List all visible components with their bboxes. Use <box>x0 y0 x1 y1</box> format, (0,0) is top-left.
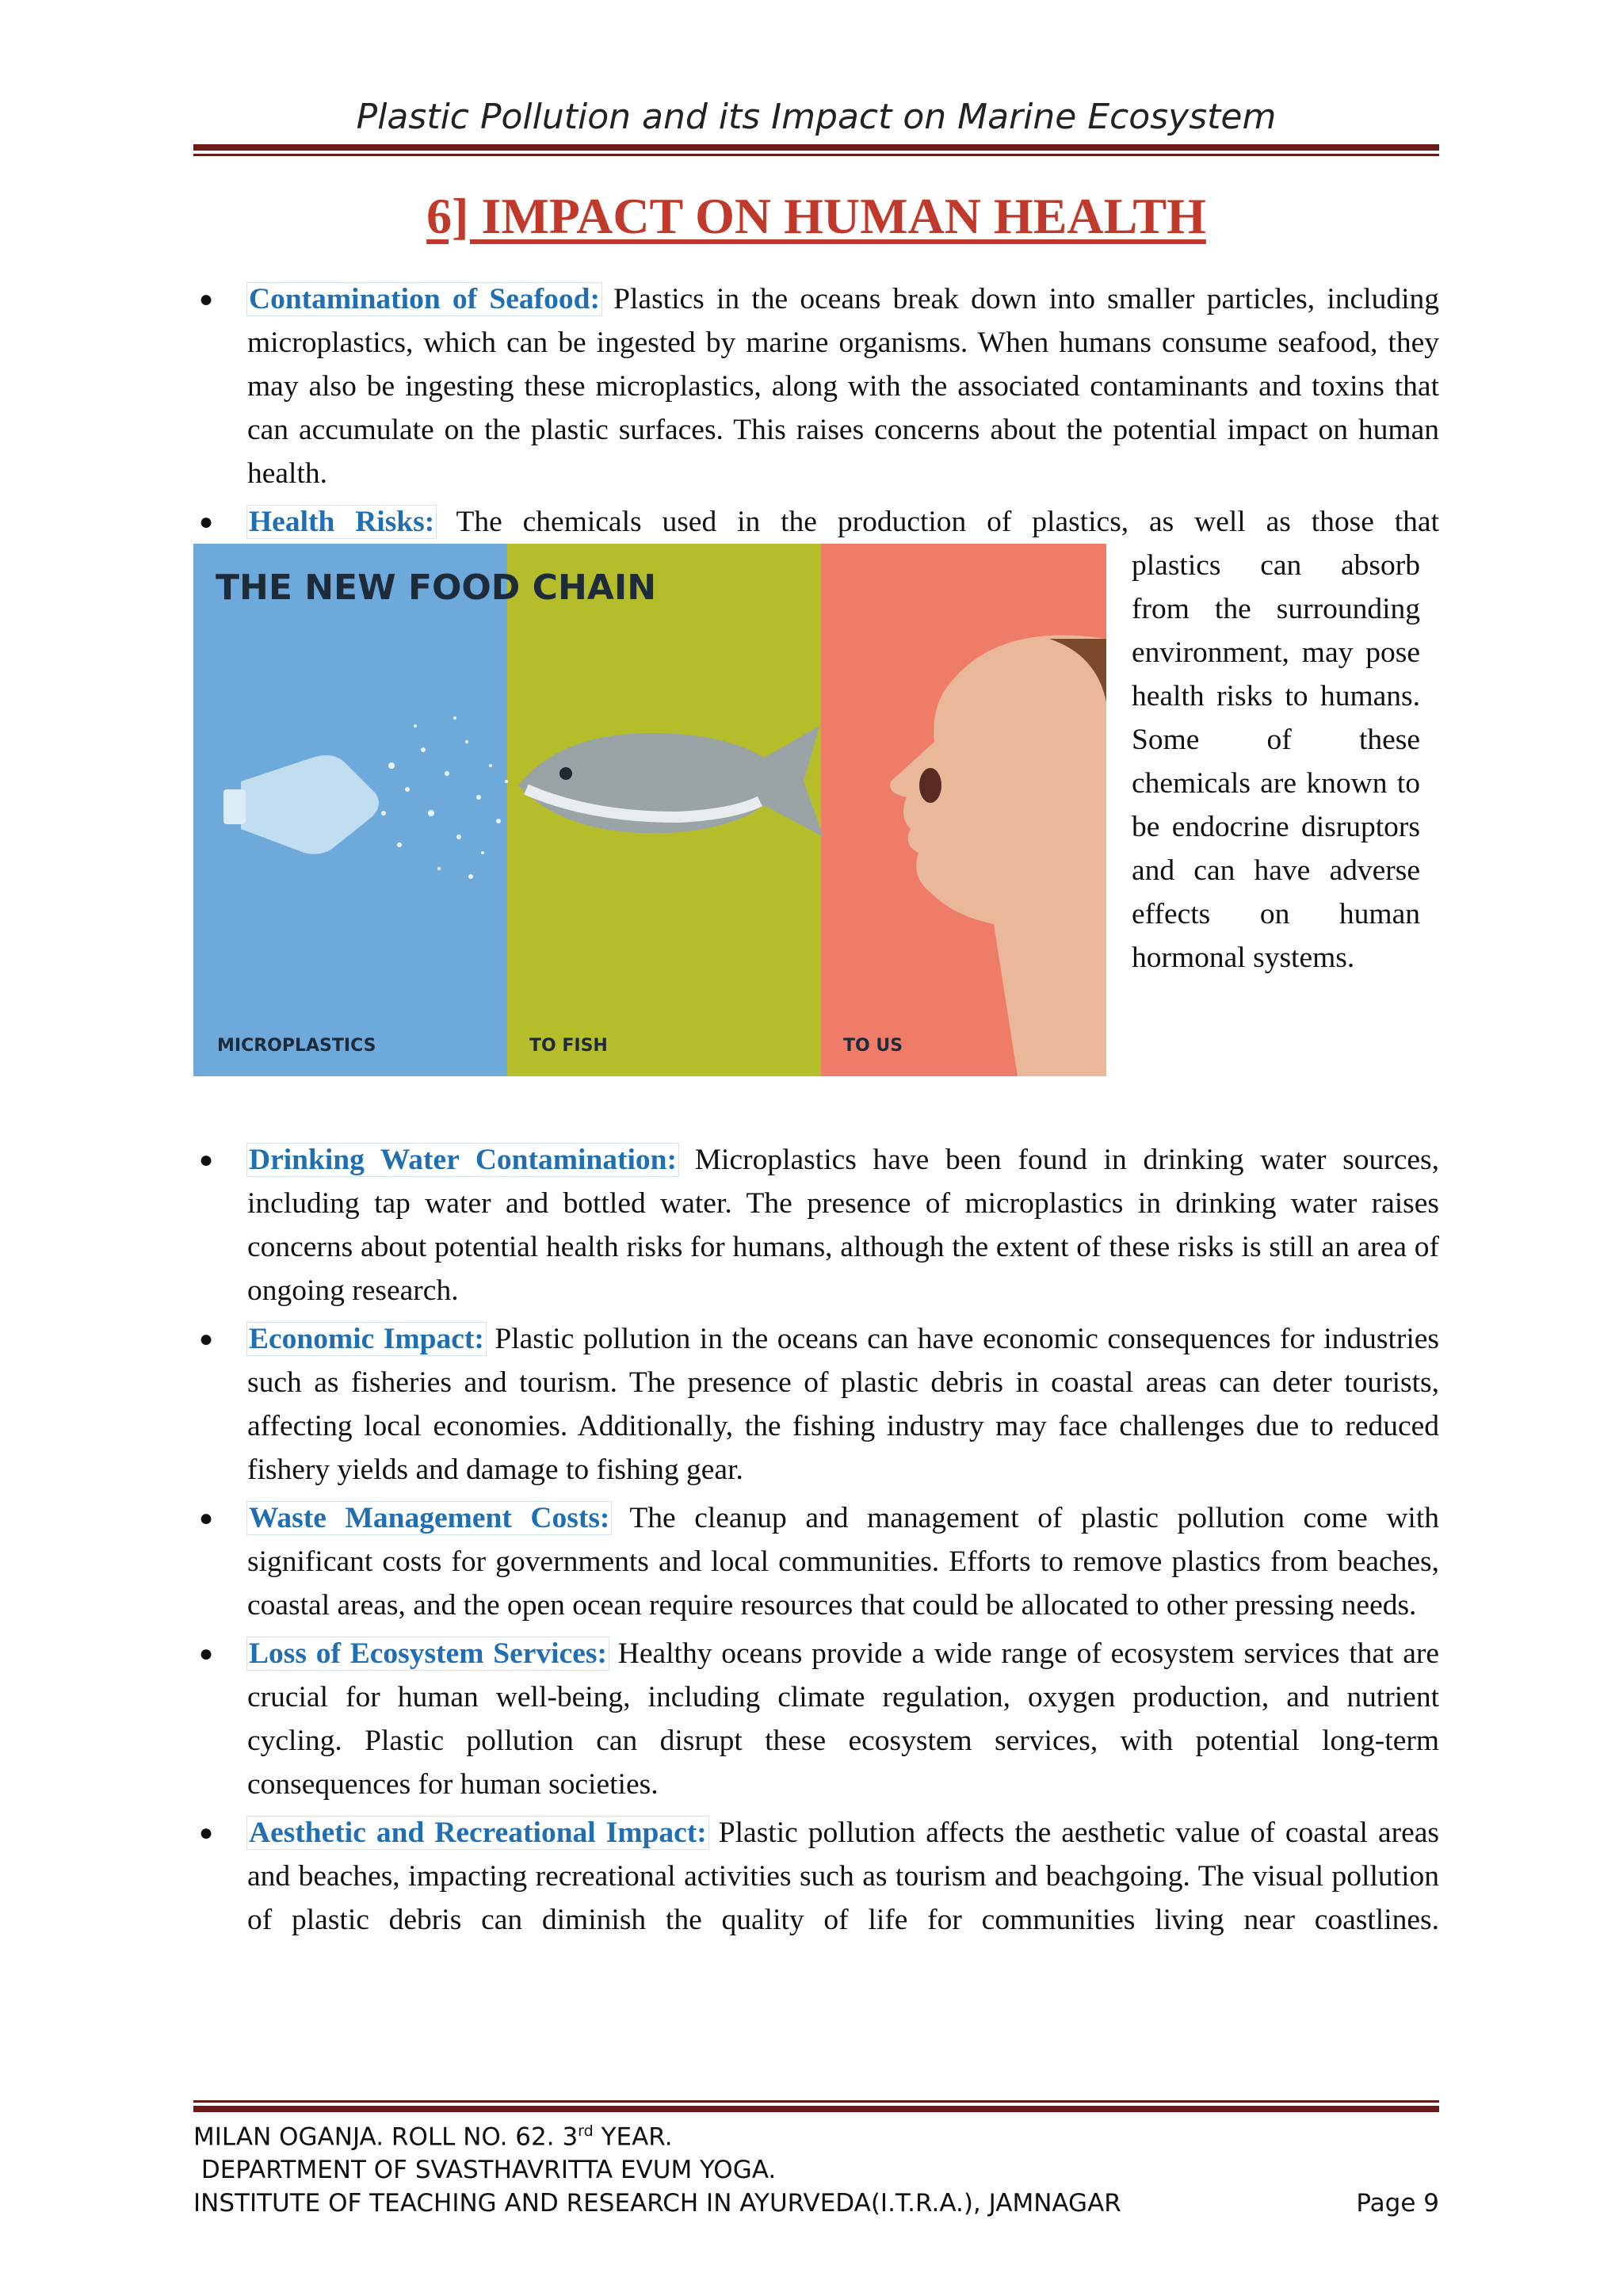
list-item <box>193 1811 1439 1942</box>
item-term: Drinking Water Contamination: <box>249 1144 678 1176</box>
item-term: Aesthetic and Recreational Impact: <box>249 1817 707 1849</box>
item-text: Healthy oceans provide a wide range of ecosystem services that are crucial for human well-being, including climate regulation, oxygen production, and nutrient cycling. Plastic pollution can disrupt these ecosystem services, with potential long-term consequences for human societies. <box>247 1637 1439 1801</box>
footer-department: DEPARTMENT OF SVASTHAVRITTA EVUM YOGA. <box>193 2156 777 2185</box>
figure-label-microplastics: MICROPLASTICS <box>217 1036 376 1056</box>
footer <box>193 2115 1439 2220</box>
item-text: The chemicals used in the production of plastics, as well as those that <box>456 506 1440 538</box>
item-text: The cleanup and management of plastic pollution come with significant costs for governments and local communities. Efforts to remove plastics from beaches, coastal areas, and the open ocean require resources that could be allocated to other pressing needs. <box>247 1502 1439 1622</box>
section-title: 6] IMPACT ON HUMAN HEALTH <box>426 188 1206 244</box>
footer-institute: INSTITUTE OF TEACHING AND RESEARCH IN AYURVEDA(I.T.R.A.), JAMNAGAR <box>193 2189 1121 2218</box>
food-chain-image <box>193 544 1106 1076</box>
list-item <box>193 1496 1439 1627</box>
item-term: Contamination of Seafood: <box>249 283 600 315</box>
item-text-continued: plastics can absorb from the surrounding environment, may pose health risks to humans. Some of these chemicals are known to be endocrine disruptors and can have adverse effects on human hormonal systems. <box>1132 549 1420 974</box>
item-term: Economic Impact: <box>249 1323 484 1355</box>
item-text: Plastic pollution affects the aesthetic value of coastal areas and beaches, impacting recreational activities such as tourism and beachgoing. The visual pollution of plastic debris can diminish the quality of life for communities living near coastlines. <box>247 1817 1439 1936</box>
list-item <box>193 1138 1439 1312</box>
bullet-icon: ● <box>199 1326 214 1352</box>
figure-block <box>174 544 1439 1138</box>
page-number: Page 9 <box>1356 2189 1439 2218</box>
item-term: Loss of Ecosystem Services: <box>249 1637 607 1670</box>
bullet-icon: ● <box>199 1820 214 1846</box>
footer-author-sup: rd <box>578 2122 594 2140</box>
running-header: Plastic Pollution and its Impact on Marine Ecosystem <box>356 97 1277 137</box>
list-item <box>193 500 1439 544</box>
bullet-icon: ● <box>199 1641 214 1667</box>
footer-department-line <box>193 2153 1439 2187</box>
item-text: Plastic pollution in the oceans can have economic consequences for industries such as fisheries and tourism. The presence of plastic debris in coastal areas can deter tourists, affecting local economies. Additionally, the fishing industry may face challenges due to reduced fishery yields and damage to fishing gear. <box>247 1323 1440 1486</box>
footer-institute-line <box>193 2187 1439 2220</box>
bullet-icon: ● <box>199 509 214 535</box>
bullet-icon: ● <box>199 1147 214 1173</box>
footer-author-suffix: YEAR. <box>593 2122 673 2152</box>
header-rule <box>193 144 1439 156</box>
footer-author-line <box>193 2115 1439 2153</box>
item-text: Microplastics have been found in drinking water sources, including tap water and bottled water. The presence of microplastics in drinking water raises concerns about potential health risks for humans, although the extent of these risks is still an area of ongoing research. <box>247 1144 1440 1307</box>
figure-title: THE NEW FOOD CHAIN <box>216 567 657 608</box>
list-item <box>193 1632 1439 1806</box>
figure-label-to-us: TO US <box>843 1036 903 1056</box>
item-text: Plastics in the oceans break down into smaller particles, including microplastics, which can be ingested by marine organisms. When humans consume seafood, they may also be ingesting these microplastics, along with the associated contaminants and toxins that can accumulate on the plastic surfaces. This raises concerns about the potential impact on human health. <box>247 283 1439 490</box>
bullet-list <box>193 277 1439 1942</box>
item-term: Health Risks: <box>249 506 435 538</box>
item-term: Waste Management Costs: <box>249 1502 610 1534</box>
footer-author: MILAN OGANJA. ROLL NO. 62. 3 <box>193 2122 579 2152</box>
bullet-icon: ● <box>199 1505 214 1531</box>
figure-label-to-fish: TO FISH <box>529 1036 608 1056</box>
footer-rule <box>193 2100 1439 2112</box>
list-item <box>193 277 1439 495</box>
bullet-icon: ● <box>199 286 214 312</box>
list-item <box>193 1317 1439 1492</box>
